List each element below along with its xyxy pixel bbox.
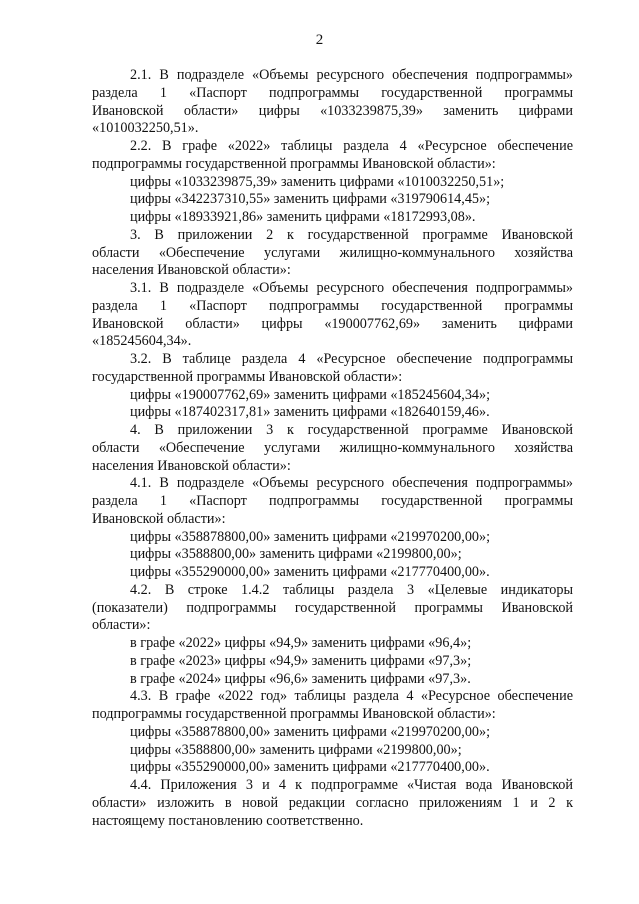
text-line: государственной программы Ивановской области»: bbox=[92, 368, 403, 385]
text-line: цифры «355290000,00» заменить цифрами «217770400,00». bbox=[130, 759, 490, 776]
text-line: цифры «18933921,86» заменить цифрами «18172993,08». bbox=[130, 209, 476, 225]
text-line: «1010032250,51». bbox=[92, 120, 199, 137]
text-line: подпрограммы государственной программы Ивановской области»: bbox=[92, 706, 496, 722]
text-line: цифры «358878800,00» заменить цифрами «219970200,00»; bbox=[130, 528, 491, 545]
text-line: области» изложить в новой редакции согласно приложениям 1 и 2 к bbox=[92, 794, 573, 811]
text-line: 2.1. В подразделе «Объемы ресурсного обеспечения подпрограммы» bbox=[130, 67, 573, 83]
text-line: в графе «2022» цифры «94,9» заменить цифрами «96,4»; bbox=[130, 635, 472, 651]
text-line: Ивановской области»: bbox=[92, 510, 226, 527]
text-line: области «Обеспечение услугами жилищно-коммунального хозяйства bbox=[92, 439, 573, 456]
text-line: 4.1. В подразделе «Объемы ресурсного обеспечения подпрограммы» bbox=[130, 475, 573, 492]
text-line: 3.1. В подразделе «Объемы ресурсного обеспечения подпрограммы» bbox=[130, 280, 573, 296]
page-number: 2 bbox=[315, 32, 324, 48]
document-body bbox=[92, 67, 573, 830]
text-line: раздела 1 «Паспорт подпрограммы государственной программы bbox=[92, 493, 573, 509]
text-line: в графе «2023» цифры «94,9» заменить цифрами «97,3»; bbox=[130, 652, 472, 669]
text-line: 4.3. В графе «2022 год» таблицы раздела 4 «Ресурсное обеспечение bbox=[130, 688, 573, 705]
text-line: в графе «2024» цифры «96,6» заменить цифрами «97,3». bbox=[130, 670, 471, 687]
text-line: цифры «1033239875,39» заменить цифрами «1010032250,51»; bbox=[130, 173, 505, 190]
text-line: цифры «358878800,00» заменить цифрами «219970200,00»; bbox=[130, 723, 491, 740]
text-line: подпрограммы государственной программы Ивановской области»: bbox=[92, 155, 496, 172]
text-line: цифры «355290000,00» заменить цифрами «217770400,00». bbox=[130, 564, 490, 580]
text-line: 3. В приложении 2 к государственной программе Ивановской bbox=[130, 226, 573, 243]
text-line: настоящему постановлению соответственно. bbox=[92, 812, 364, 829]
text-line: цифры «190007762,69» заменить цифрами «185245604,34»; bbox=[130, 386, 491, 403]
text-line: населения Ивановской области»: bbox=[92, 457, 291, 474]
text-line: цифры «3588800,00» заменить цифрами «2199800,00»; bbox=[130, 741, 462, 758]
text-line: раздела 1 «Паспорт подпрограммы государственной программы bbox=[92, 84, 573, 101]
text-line: 4.2. В строке 1.4.2 таблицы раздела 3 «Целевые индикаторы bbox=[130, 581, 573, 598]
text-line: раздела 1 «Паспорт подпрограммы государственной программы bbox=[92, 297, 573, 314]
text-line: населения Ивановской области»: bbox=[92, 262, 291, 279]
text-line: области»: bbox=[92, 617, 151, 634]
text-line: 4.4. Приложения 3 и 4 к подпрограмме «Чистая вода Ивановской bbox=[130, 777, 573, 793]
text-line: 2.2. В графе «2022» таблицы раздела 4 «Ресурсное обеспечение bbox=[130, 138, 573, 154]
text-line: цифры «3588800,00» заменить цифрами «2199800,00»; bbox=[130, 546, 462, 563]
text-line: «185245604,34». bbox=[92, 333, 192, 350]
text-line: 4. В приложении 3 к государственной программе Ивановской bbox=[130, 422, 573, 438]
text-line: Ивановской области» цифры «190007762,69» заменить цифрами bbox=[92, 315, 573, 332]
text-line: (показатели) подпрограммы государственной программы Ивановской bbox=[92, 599, 573, 616]
text-line: Ивановской области» цифры «1033239875,39» заменить цифрами bbox=[92, 102, 573, 119]
text-line: цифры «187402317,81» заменить цифрами «182640159,46». bbox=[130, 404, 490, 421]
text-line: области «Обеспечение услугами жилищно-коммунального хозяйства bbox=[92, 244, 573, 261]
text-line: 3.2. В таблице раздела 4 «Ресурсное обеспечение подпрограммы bbox=[130, 351, 573, 367]
text-line: цифры «342237310,55» заменить цифрами «319790614,45»; bbox=[130, 191, 491, 208]
